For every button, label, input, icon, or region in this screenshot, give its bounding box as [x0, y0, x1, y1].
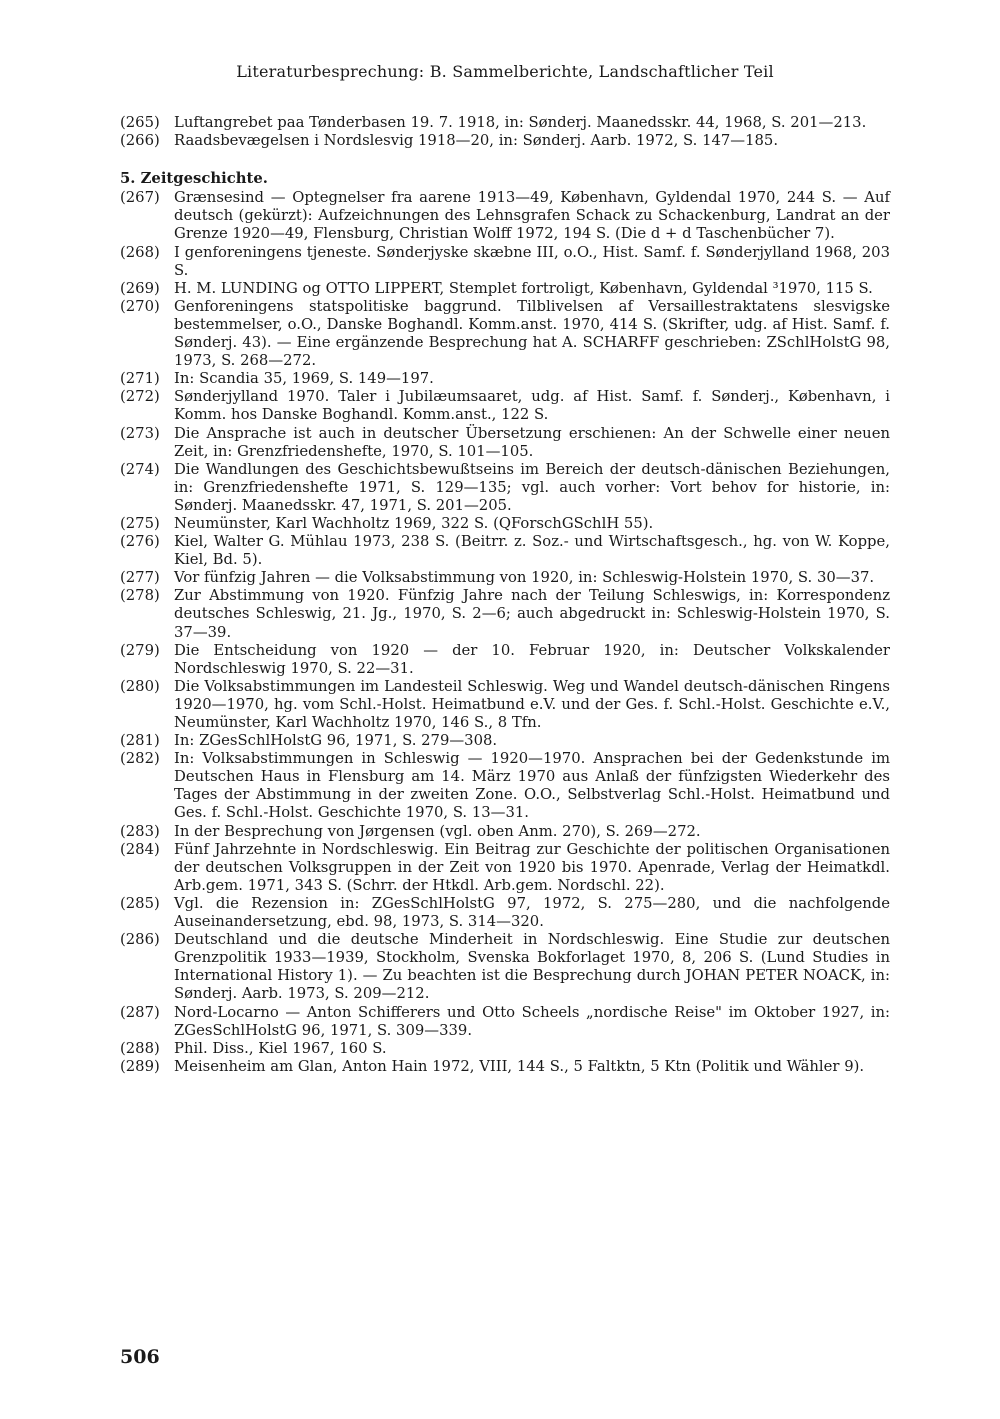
footnote-text: I genforeningens tjeneste. Sønderjyske skæbne III, o.O., Hist. Samf. f. Sønderjylland 1968, 203 S. — [174, 243, 890, 279]
footnote-entry — [120, 114, 890, 132]
footnote-number: (281) — [120, 732, 160, 750]
footnote-text: In: Scandia 35, 1969, S. 149—197. — [174, 370, 434, 388]
footnote-number: (269) — [120, 279, 160, 297]
footnote-entry — [120, 750, 890, 822]
footnote-number: (287) — [120, 1003, 160, 1021]
footnote-number: (270) — [120, 297, 160, 315]
footnote-list — [120, 114, 890, 1076]
footnote-text: Die Wandlungen des Geschichtsbewußtseins im Bereich der deutsch-dänischen Beziehungen, in: Grenzfriedenshefte 1971, S. 129—135; vgl. auch vorher: Vort behov for historie, in: Sønderj. Maanedsskr. 47, 1971, S. 201—205. — [174, 460, 890, 514]
footnote-entry — [120, 189, 890, 243]
footnote-text: In: Volksabstimmungen in Schleswig — 1920—1970. Ansprachen bei der Gedenkstunde im Deutschen Haus in Flensburg am 14. März 1970 aus Anlaß der fünfzigsten Wiederkehr des Tages der Abstimmung in der zweiten Zone. O.O., Selbstverlag Schl.-Holst. Heimatbund und Ges. f. Schl.-Holst. Geschichte 1970, S. 13—31. — [174, 750, 890, 822]
footnote-text: Die Volksabstimmungen im Landesteil Schleswig. Weg und Wandel deutsch-dänischen Ringens 1920—1970, hg. vom Schl.-Holst. Heimatbund e.V. und der Ges. f. Schl.-Holst. Geschichte e.V., Neumünster, Karl Wachholtz 1970, 146 S., 8 Tfn. — [174, 677, 890, 731]
footnote-entry — [120, 1058, 890, 1076]
footnote-text: Zur Abstimmung von 1920. Fünfzig Jahre nach der Teilung Schleswigs, in: Korrespondenz deutsches Schleswig, 21. Jg., 1970, S. 2—6; auch abgedruckt in: Schleswig-Holstein 1970, S. 37—39. — [174, 587, 890, 641]
footnote-entry — [120, 1040, 890, 1058]
footnote-text: Raadsbevægelsen i Nordslesvig 1918—20, in: Sønderj. Aarb. 1972, S. 147—185. — [174, 132, 779, 150]
footnote-entry — [120, 280, 890, 298]
footnote-number: (271) — [120, 370, 160, 388]
footnote-entry — [120, 132, 890, 150]
footnote-entry — [120, 244, 890, 280]
entries-container — [120, 189, 890, 1076]
footnote-text: Kiel, Walter G. Mühlau 1973, 238 S. (Beitrr. z. Soz.- und Wirtschaftsgesch., hg. von W. Koppe, Kiel, Bd. 5). — [174, 533, 890, 569]
footnote-number: (278) — [120, 587, 160, 605]
footnote-number: (285) — [120, 894, 160, 912]
footnote-entry — [120, 841, 890, 895]
footnote-text: Phil. Diss., Kiel 1967, 160 S. — [174, 1039, 387, 1057]
footnote-text: Genforeningens statspolitiske baggrund. Tilblivelsen af Versaillestraktatens slesvigske bestemmelser, o.O., Danske Boghandl. Komm.anst. 1970, 414 S. (Skrifter, udg. af Hist. Samf. f. Sønderj. 43). — Eine ergänzende Besprechung hat A. SCHARFF geschrieben: ZSchlHolstG 98, 1973, S. 268—272. — [174, 297, 890, 370]
footnote-number: (289) — [120, 1057, 160, 1075]
footnote-entry — [120, 425, 890, 461]
footnote-text: Sønderjylland 1970. Taler i Jubilæumsaaret, udg. af Hist. Samf. f. Sønderj., København, i Komm. hos Danske Boghandl. Komm.anst., 122 S. — [174, 388, 890, 424]
footnote-entry — [120, 461, 890, 515]
footnote-text: Die Ansprache ist auch in deutscher Übersetzung erschienen: An der Schwelle einer neuen Zeit, in: Grenzfriedenshefte, 1970, S. 101—105. — [174, 424, 890, 460]
footnote-entry — [120, 642, 890, 678]
footnote-text: Grænsesind — Optegnelser fra aarene 1913—49, København, Gyldendal 1970, 244 S. — Auf deutsch (gekürzt): Aufzeichnungen des Lehnsgrafen Schack zu Schackenburg, Landrat an der Grenze 1920—49, Flensburg, Christian Wolff 1972, 194 S. (Die d + d Taschenbücher 7). — [174, 189, 890, 243]
footnote-number: (284) — [120, 840, 160, 858]
footnote-entry — [120, 533, 890, 569]
footnote-entry — [120, 931, 890, 1003]
footnote-entry — [120, 587, 890, 641]
footnote-number: (265) — [120, 114, 160, 131]
footnote-number: (274) — [120, 460, 160, 478]
footnote-entry — [120, 515, 890, 533]
footnote-text: Nord-Locarno — Anton Schifferers und Otto Scheels „nordische Reise" im Oktober 1927, in: ZGesSchlHolstG 96, 1971, S. 309—339. — [174, 1003, 890, 1039]
footnote-number: (286) — [120, 931, 160, 949]
footnote-text: Die Entscheidung von 1920 — der 10. Februar 1920, in: Deutscher Volkskalender Nordschleswig 1970, S. 22—31. — [174, 641, 890, 677]
footnote-entry — [120, 895, 890, 931]
footnote-number: (277) — [120, 569, 160, 587]
footnote-number: (275) — [120, 514, 160, 532]
footnote-number: (276) — [120, 533, 160, 551]
footnote-entry — [120, 732, 890, 750]
footnote-text: Fünf Jahrzehnte in Nordschleswig. Ein Beitrag zur Geschichte der politischen Organisationen der deutschen Volksgruppen in der Zeit von 1920 bis 1970. Apenrade, Verlag der Heimatkdl. Arb.gem. 1971, 343 S. (Schrr. der Htkdl. Arb.gem. Nordschl. 22). — [174, 840, 890, 894]
section-heading: 5. Zeitgeschichte. — [120, 170, 268, 188]
footnote-entry — [120, 370, 890, 388]
footnote-text: Meisenheim am Glan, Anton Hain 1972, VIII, 144 S., 5 Faltktn, 5 Ktn (Politik und Wähler 9). — [174, 1057, 865, 1075]
footnote-text: Vgl. die Rezension in: ZGesSchlHolstG 97, 1972, S. 275—280, und die nachfolgende Auseinandersetzung, ebd. 98, 1973, S. 314—320. — [174, 894, 890, 931]
footnote-number: (288) — [120, 1039, 160, 1057]
page-number: 506 — [120, 1346, 160, 1368]
footnote-text: Neumünster, Karl Wachholtz 1969, 322 S. (QForschGSchlH 55). — [174, 514, 654, 532]
footnote-number: (279) — [120, 641, 160, 659]
footnote-number: (266) — [120, 132, 160, 150]
footnote-text: In der Besprechung von Jørgensen (vgl. oben Anm. 270), S. 269—272. — [174, 822, 701, 840]
footnote-entry — [120, 298, 890, 370]
footnote-number: (267) — [120, 189, 160, 207]
footnote-number: (273) — [120, 424, 160, 442]
footnote-entry — [120, 569, 890, 587]
footnote-number: (283) — [120, 822, 160, 840]
footnote-entry — [120, 1004, 890, 1040]
footnote-entry — [120, 388, 890, 424]
footnote-text: H. M. LUNDING og OTTO LIPPERT, Stemplet fortroligt, København, Gyldendal ³1970, 115 S. — [174, 279, 873, 297]
footnote-number: (280) — [120, 677, 160, 695]
footnote-text: Luftangrebet paa Tønderbasen 19. 7. 1918, in: Sønderj. Maanedsskr. 44, 1968, S. 201—213. — [174, 114, 867, 131]
footnote-number: (282) — [120, 750, 160, 768]
footnote-text: Deutschland und die deutsche Minderheit in Nordschleswig. Eine Studie zur deutschen Grenzpolitik 1933—1939, Stockholm, Svenska Bokforlaget 1970, 8, 206 S. (Lund Studies in International History 1). — Zu beachten ist die Besprechung durch JOHAN PETER NOACK, in: Sønderj. Aarb. 1973, S. 209—212. — [174, 931, 890, 1003]
footnote-text: Vor fünfzig Jahren — die Volksabstimmung von 1920, in: Schleswig-Holstein 1970, S. 30—37. — [174, 569, 875, 587]
footnote-text: In: ZGesSchlHolstG 96, 1971, S. 279—308. — [174, 732, 498, 750]
footnote-number: (268) — [120, 243, 160, 261]
footnote-number: (272) — [120, 388, 160, 406]
footnote-entry — [120, 823, 890, 841]
running-header: Literaturbesprechung: B. Sammelberichte, Landschaftlicher Teil — [236, 62, 774, 81]
footnote-entry — [120, 678, 890, 732]
